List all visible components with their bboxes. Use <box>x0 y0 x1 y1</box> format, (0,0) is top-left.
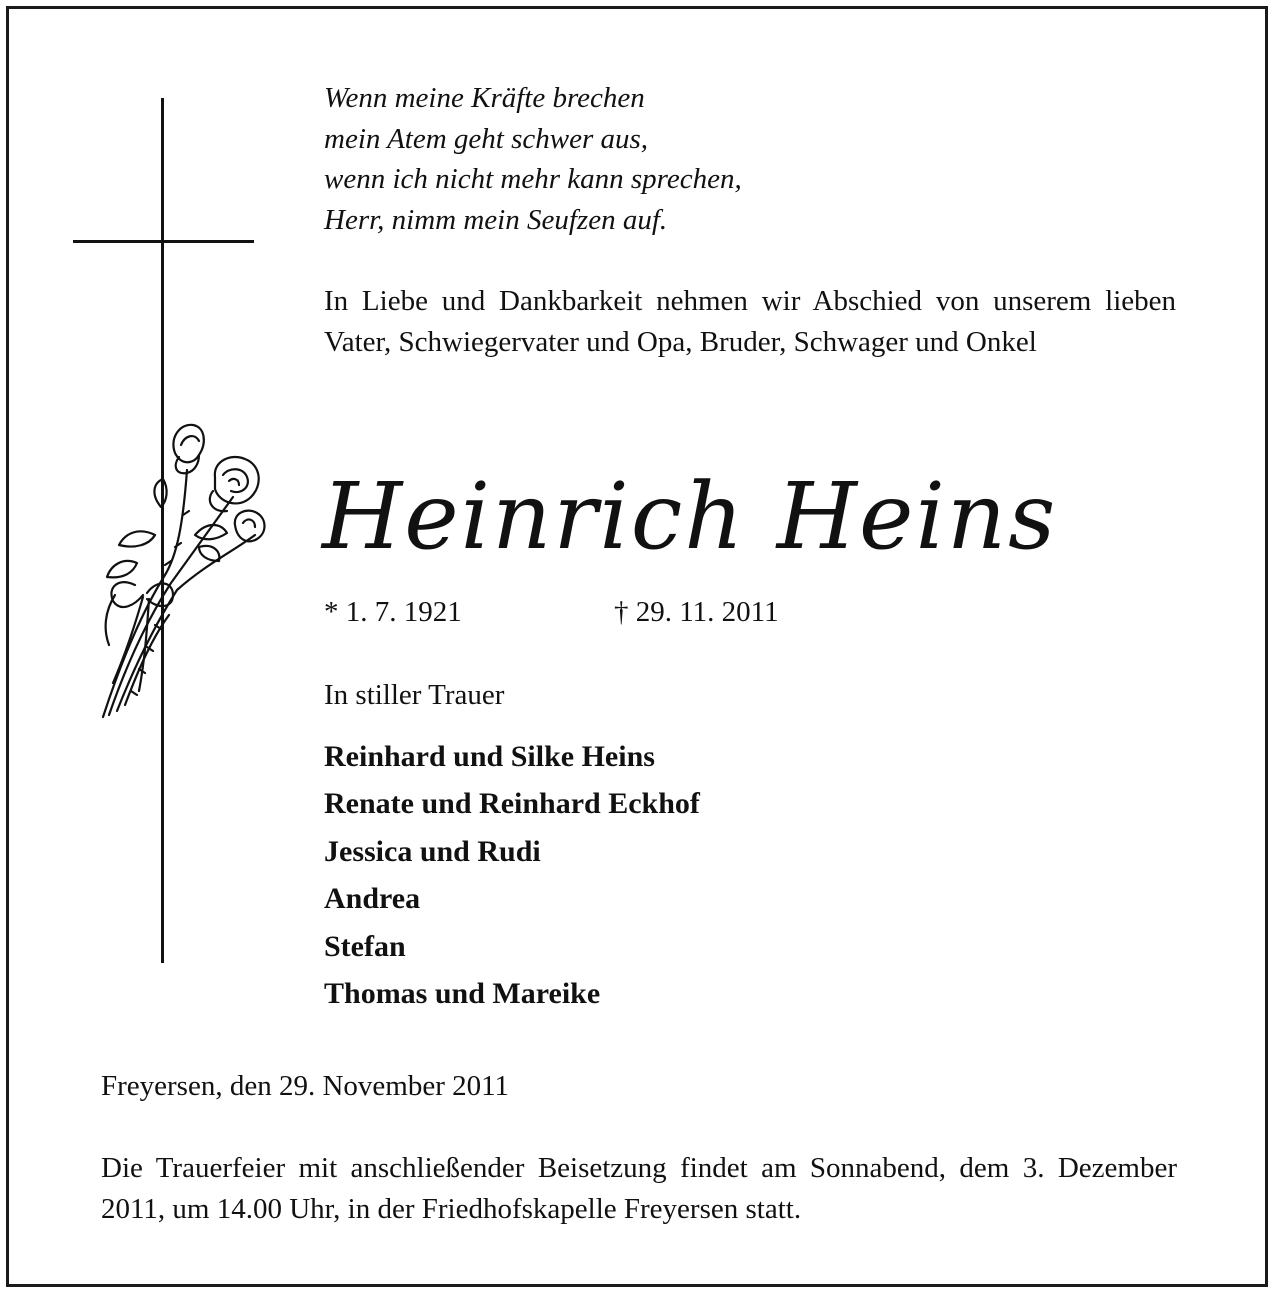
death-date: † 29. 11. 2011 <box>614 596 779 628</box>
mourner-name: Stefan <box>324 929 406 963</box>
mourner-name: Jessica und Rudi <box>324 834 541 868</box>
service-info: Die Trauerfeier mit anschließender Beisetzung findet am Sonnabend, dem 3. Dezember 2011, um 14.00 Uhr, in der Friedhofskapelle Freyersen statt. <box>101 1152 1177 1225</box>
intro-text: In Liebe und Dankbarkeit nehmen wir Abschied von unserem lieben Vater, Schwiegervater und Opa, Bruder, Schwager und Onkel <box>324 285 1176 358</box>
roses-icon <box>95 415 275 725</box>
mourner-name: Andrea <box>324 882 421 916</box>
poem-line: Herr, nimm mein Seufzen auf. <box>324 203 668 236</box>
mourner-name: Renate und Reinhard Eckhof <box>324 787 700 821</box>
mourning-label: In stiller Trauer <box>324 679 505 711</box>
poem-line: wenn ich nicht mehr kann sprechen, <box>324 163 742 195</box>
poem <box>324 78 924 240</box>
mourners-list <box>324 733 700 1017</box>
cross-bar <box>73 240 254 243</box>
mourner-name: Reinhard und Silke Heins <box>324 740 655 773</box>
place-date: Freyersen, den 29. November 2011 <box>101 1070 510 1102</box>
deceased-name: Heinrich Heins <box>322 463 1058 570</box>
poem-line: Wenn meine Kräfte brechen <box>324 82 645 114</box>
poem-line: mein Atem geht schwer aus, <box>324 122 649 155</box>
mourner-name: Thomas und Mareike <box>324 977 601 1011</box>
birth-date: * 1. 7. 1921 <box>324 596 462 628</box>
